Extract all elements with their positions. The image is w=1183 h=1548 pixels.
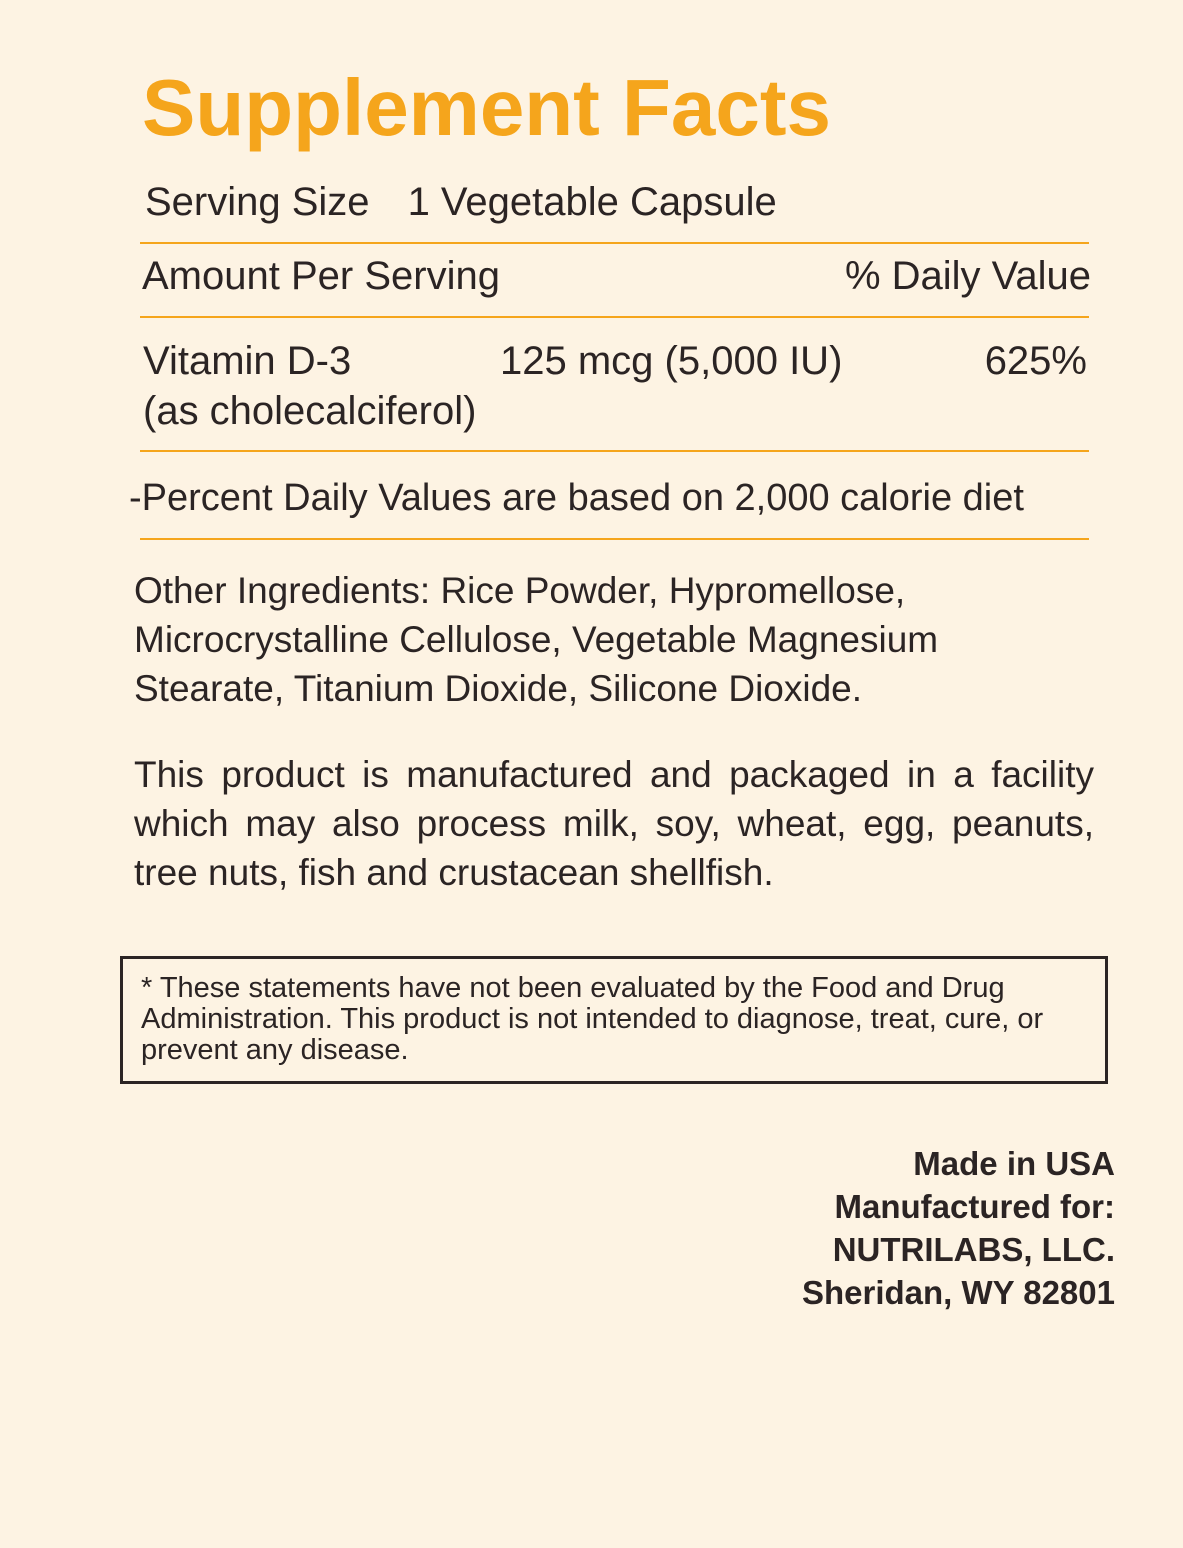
divider-rule (140, 538, 1089, 540)
divider-rule (140, 450, 1089, 452)
fda-disclaimer-box (120, 956, 1108, 1084)
manufactured-for-label: Manufactured for: (834, 1188, 1115, 1225)
amount-per-serving-header: Amount Per Serving (142, 254, 500, 298)
nutrient-daily-value: 625% (984, 339, 1087, 383)
nutrient-source: (as cholecalciferol) (143, 389, 477, 433)
nutrient-name-cell (143, 336, 476, 436)
serving-size-label: Serving Size (145, 180, 370, 224)
company-name: NUTRILABS, LLC. (832, 1231, 1115, 1268)
daily-value-footnote: -Percent Daily Values are based on 2,000 calorie diet (129, 477, 1024, 519)
allergen-statement: This product is manufactured and packaged in a facility which may also process milk, soy, wheat, egg, peanuts, tree nuts, fish and crustacean shellfish. (134, 754, 1094, 893)
made-in-usa: Made in USA (913, 1145, 1115, 1182)
supplement-facts-title: Supplement Facts (142, 63, 832, 152)
serving-size-value: 1 Vegetable Capsule (407, 180, 777, 224)
other-ingredients-text: Other Ingredients: Rice Powder, Hypromellose, Microcrystalline Cellulose, Vegetable Magnesium Stearate, Titanium Dioxide, Silicone Dioxide. (134, 570, 939, 709)
divider-rule (140, 242, 1089, 244)
fda-disclaimer-text: * These statements have not been evaluated by the Food and Drug Administration. This product is not intended to diagnose, treat, cure, or prevent any disease. (141, 972, 1044, 1066)
company-address: Sheridan, WY 82801 (801, 1274, 1115, 1311)
manufacturer-block (802, 1142, 1115, 1314)
nutrient-name: Vitamin D-3 (143, 339, 352, 383)
daily-value-header: % Daily Value (844, 254, 1091, 298)
divider-rule (140, 316, 1089, 318)
serving-size-row (145, 180, 777, 225)
nutrient-amount: 125 mcg (5,000 IU) (500, 339, 843, 383)
